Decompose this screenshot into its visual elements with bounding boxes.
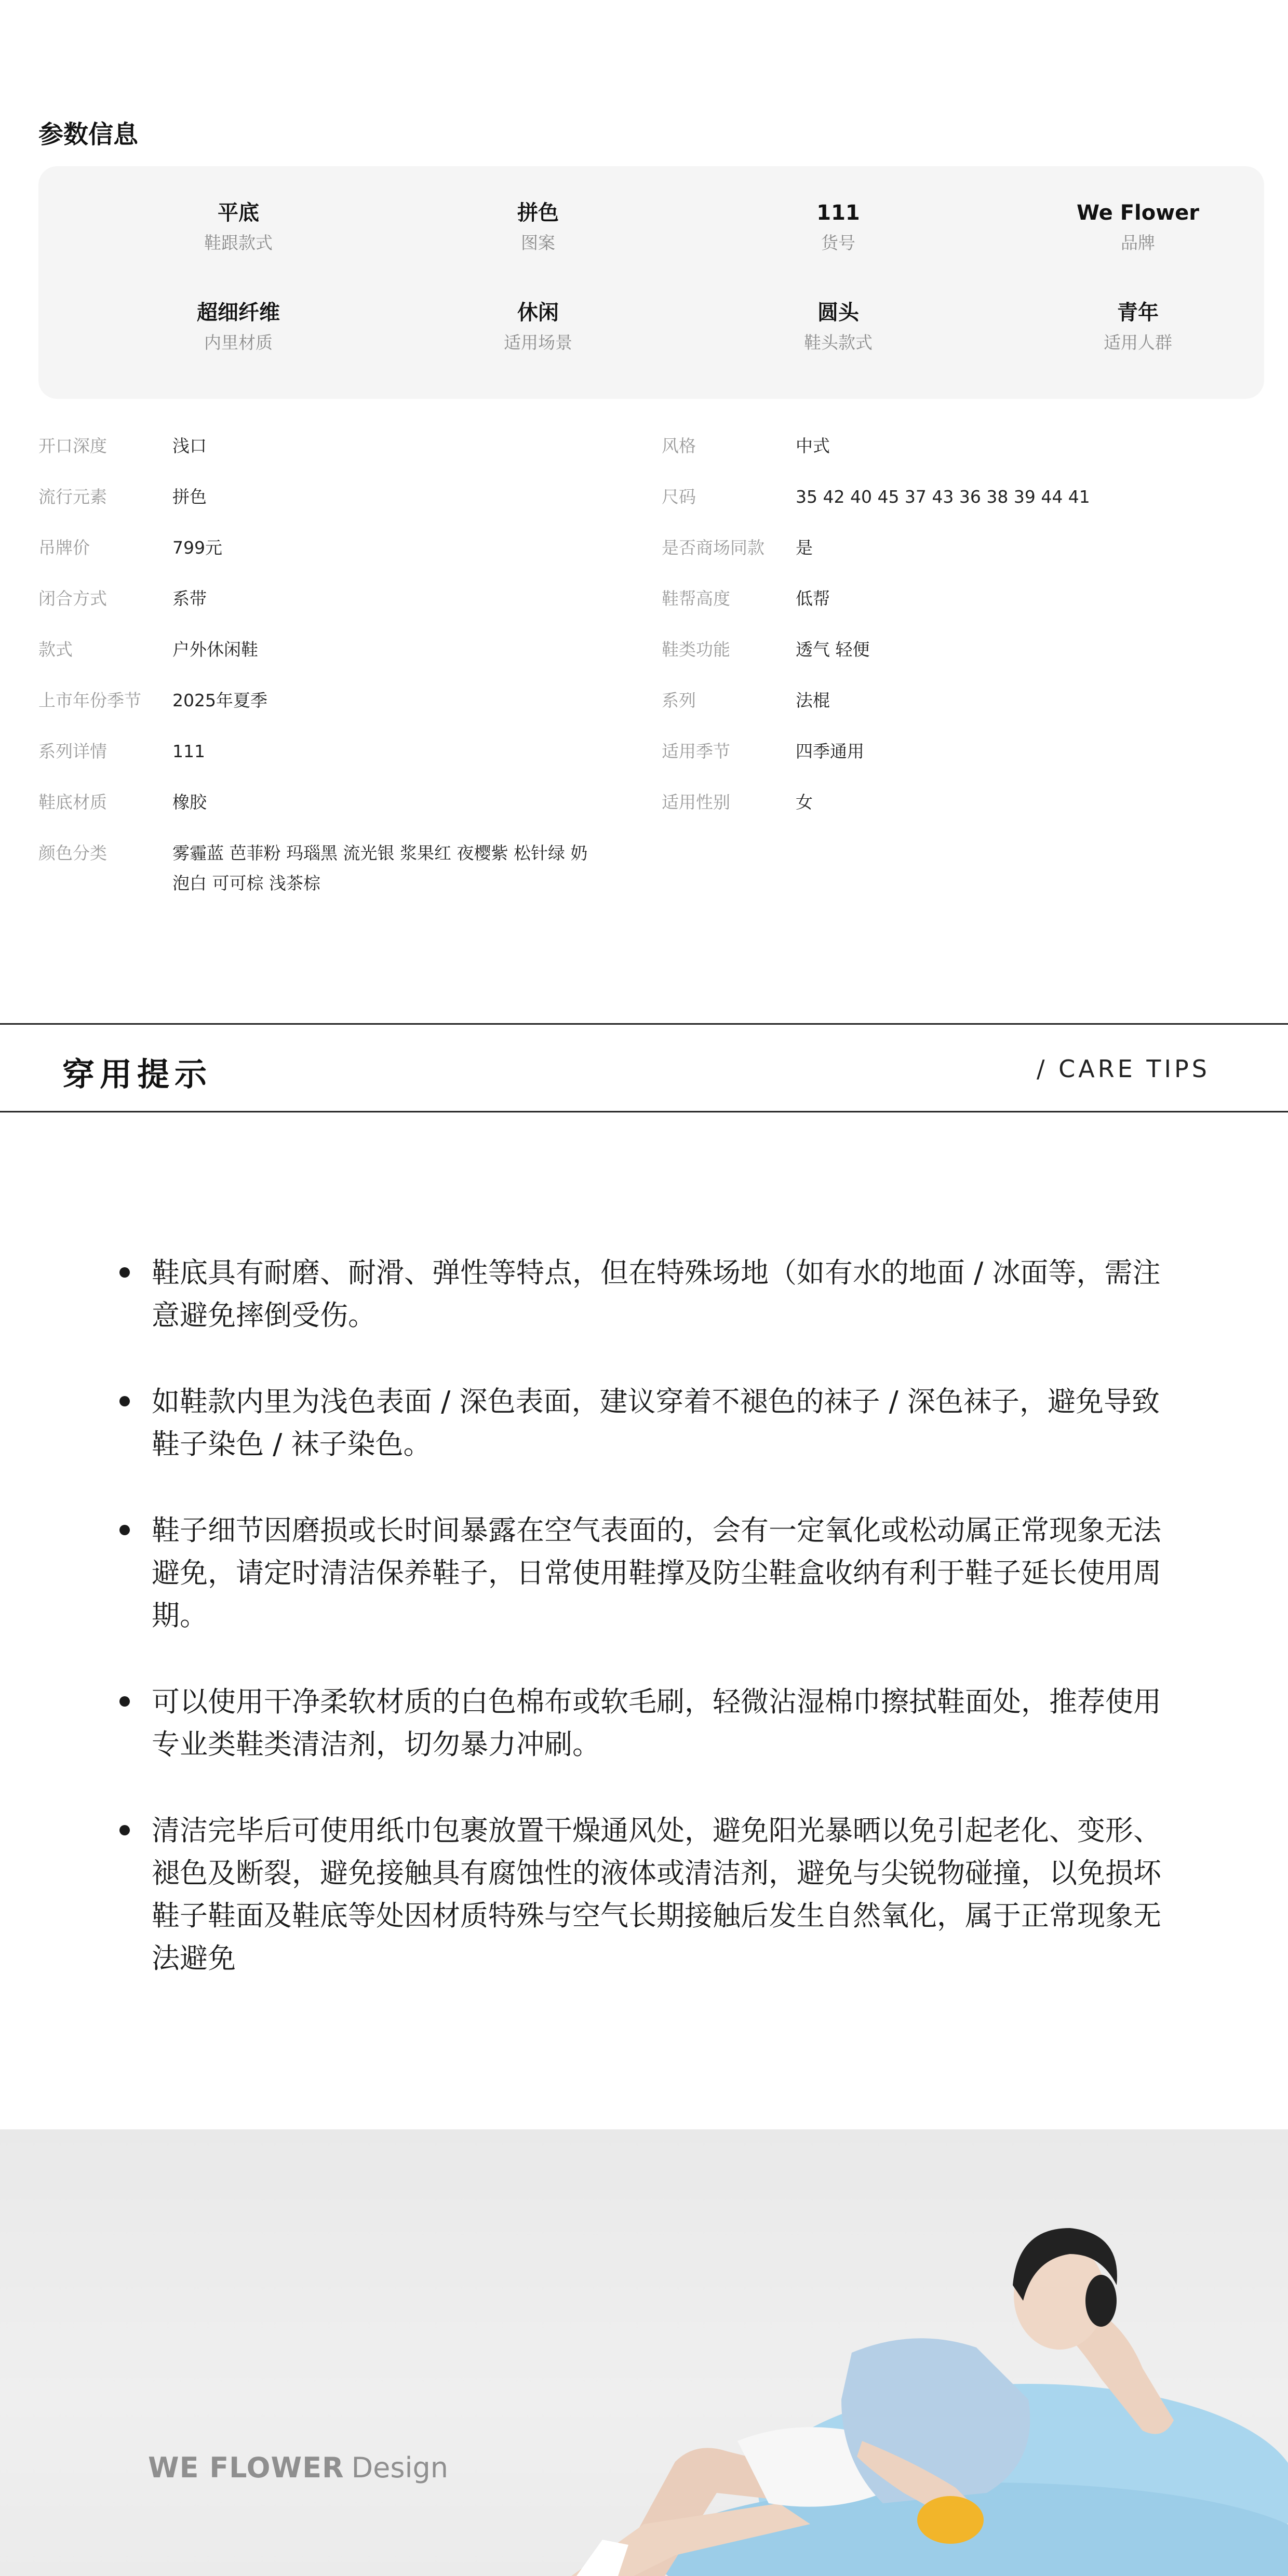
care-tips-header [0,1023,1288,1112]
summary-item [429,198,647,256]
attr-key: 吊牌价 [38,538,90,558]
attr-key: 流行元素 [38,487,107,507]
attr-key: 系列 [662,690,696,710]
brand-logo-bold: WE FLOWER [148,2451,344,2484]
orange-object [917,2496,984,2544]
summary-value: 圆头 [817,301,859,325]
summary-value: 平底 [218,201,259,225]
bullet-icon [119,1267,130,1278]
attr-key: 闭合方式 [38,588,107,609]
attr-value: 透气 轻便 [796,639,870,660]
model-photo-banner [0,2129,1288,2576]
summary-value: 休闲 [517,301,559,325]
attr-key: 尺码 [662,487,696,507]
tip-text: 鞋底具有耐磨、耐滑、弹性等特点，但在特殊场地（如有水的地面 / 冰面等，需注意避免摔倒受伤。 [152,1256,1161,1332]
summary-item [129,198,347,256]
attr-value: 拼色 [172,487,207,507]
summary-label: 鞋跟款式 [204,233,273,253]
attr-key: 上市年份季节 [38,690,141,710]
list-item [114,1809,1174,1980]
attr-value: 中式 [796,436,830,456]
tip-text: 鞋子细节因磨损或长时间暴露在空气表面的，会有一定氧化或松动属正常现象无法避免，请定时清洁保养鞋子，日常使用鞋撑及防尘鞋盒收纳有利于鞋子延长使用周期。 [152,1514,1161,1632]
attr-value: 低帮 [796,588,830,609]
attr-value: 四季通用 [796,741,864,761]
attr-key: 颜色分类 [38,843,107,863]
summary-label: 适用人群 [1104,332,1172,353]
model-photo [0,2129,1288,2576]
care-tips-title: 穿用提示 [62,1055,212,1093]
summary-item [429,298,647,355]
hair-bun [1085,2275,1117,2327]
attr-key: 适用季节 [662,741,730,761]
list-item [114,1252,1174,1337]
attr-key: 系列详情 [38,741,107,761]
attr-value: 雾霾蓝 芭菲粉 玛瑙黑 流光银 浆果红 夜樱紫 松针绿 奶泡白 可可棕 浅茶棕 [172,843,588,893]
attr-key: 鞋类功能 [662,639,730,660]
bullet-icon [119,1825,130,1835]
summary-item [129,298,347,355]
attr-key: 开口深度 [38,436,107,456]
attr-key: 适用性别 [662,792,730,812]
summary-value: 青年 [1117,301,1159,325]
summary-item [729,198,947,256]
brand-logo-light: Design [351,2451,449,2484]
summary-item [1029,298,1247,355]
summary-card [38,166,1264,399]
summary-label: 鞋头款式 [804,332,873,353]
attr-value: 浅口 [172,436,207,456]
attr-value: 户外休闲鞋 [172,639,258,660]
attr-value: 女 [796,792,813,812]
summary-label: 品牌 [1121,233,1155,253]
list-item [114,1681,1174,1766]
care-tips-list [114,1252,1174,2023]
attr-value: 111 [172,741,205,761]
tip-text: 如鞋款内里为浅色表面 / 深色表面，建议穿着不褪色的袜子 / 深色袜子，避免导致鞋子染色 / 袜子染色。 [152,1385,1160,1460]
attr-key: 款式 [38,639,73,660]
summary-label: 适用场景 [504,332,572,353]
attr-value: 橡胶 [172,792,207,812]
attr-value: 法棍 [796,690,830,710]
summary-label: 内里材质 [204,332,273,353]
summary-label: 货号 [821,233,855,253]
bullet-icon [119,1396,130,1406]
attr-key: 鞋底材质 [38,792,107,812]
attr-value: 799元 [172,538,222,558]
attr-key: 风格 [662,436,696,456]
attr-value: 系带 [172,588,207,609]
brand-logo [148,2451,448,2484]
attr-value: 是 [796,538,813,558]
attr-value: 35 42 40 45 37 43 36 38 39 44 41 [796,487,1090,507]
list-item [114,1380,1174,1466]
summary-value: 超细纤维 [197,301,280,325]
summary-value: We Flower [1076,201,1200,225]
summary-item [729,298,947,355]
bullet-icon [119,1696,130,1707]
attr-key: 是否商场同款 [662,538,764,558]
summary-value: 拼色 [517,201,559,225]
bullet-icon [119,1525,130,1535]
tip-text: 可以使用干净柔软材质的白色棉布或软毛刷，轻微沾湿棉巾擦拭鞋面处，推荐使用专业类鞋类清洁剂，切勿暴力冲刷。 [152,1685,1161,1761]
params-title: 参数信息 [38,120,139,149]
summary-item [1029,198,1247,256]
list-item [114,1509,1174,1637]
summary-label: 图案 [521,233,555,253]
attr-value: 2025年夏季 [172,690,267,710]
attr-key: 鞋帮高度 [662,588,730,609]
tip-text: 清洁完毕后可使用纸巾包裹放置干燥通风处，避免阳光暴晒以免引起老化、变形、褪色及断裂，避免接触具有腐蚀性的液体或清洁剂，避免与尖锐物碰撞，以免损坏鞋子鞋面及鞋底等处因材质特殊与空气长期接触后发生自然氧化，属于正常现象无法避免 [152,1814,1161,1975]
care-tips-title-en: / CARE TIPS [1037,1055,1210,1083]
summary-value: 111 [816,201,860,225]
